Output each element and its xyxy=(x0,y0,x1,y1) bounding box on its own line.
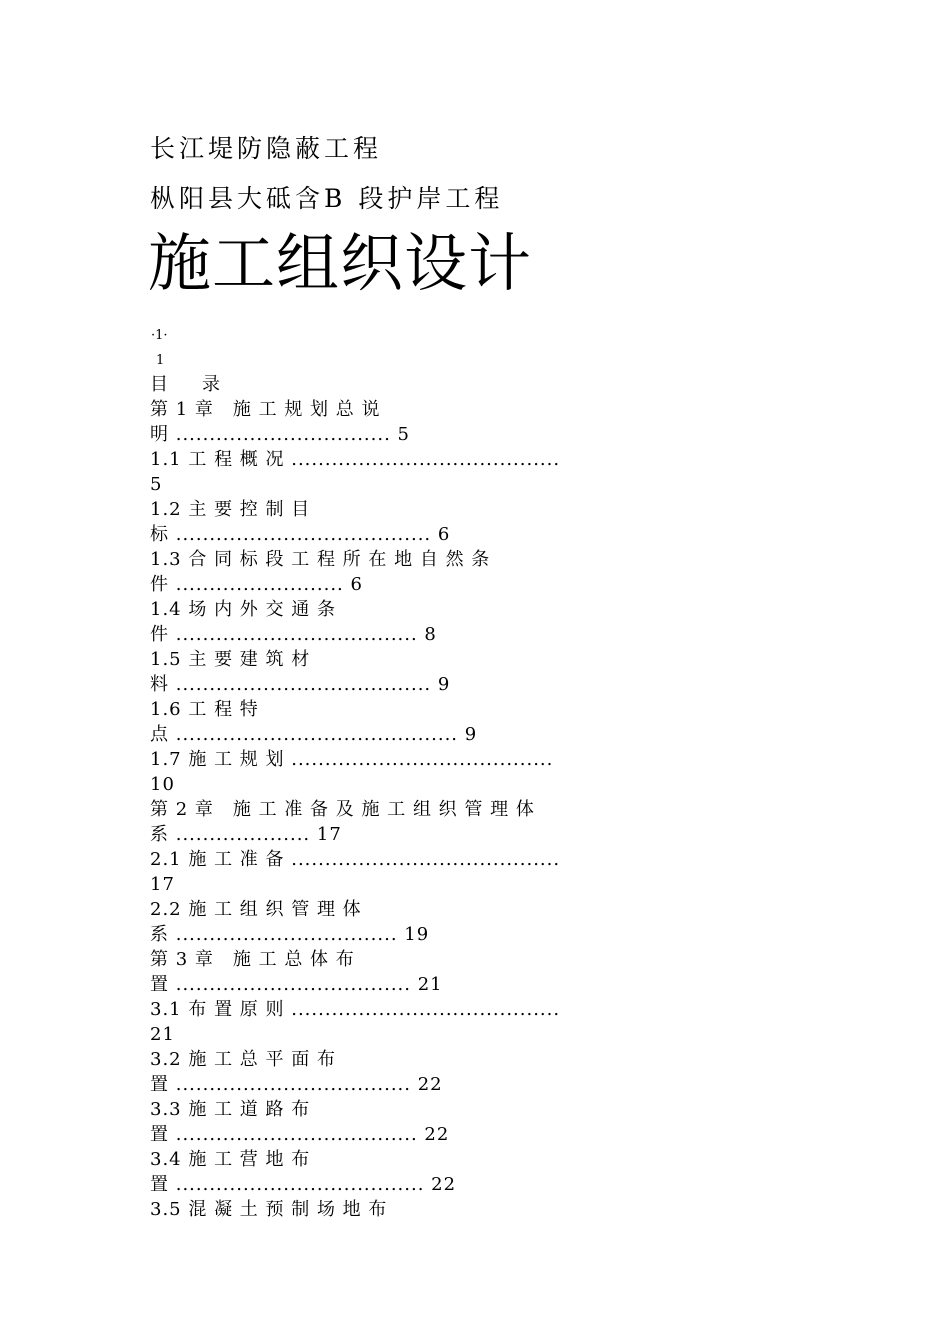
toc-line: 置 ................................... 21 xyxy=(150,974,443,995)
toc-line: 2.2 施 工 组 织 管 理 体 xyxy=(150,899,362,920)
toc-line: 1.6 工 程 特 xyxy=(150,699,259,720)
toc-line: 件 ......................... 6 xyxy=(150,574,363,595)
toc-line: 1.5 主 要 建 筑 材 xyxy=(150,649,311,670)
table-of-contents xyxy=(150,372,830,1222)
toc-line: 5 xyxy=(150,474,163,495)
toc-line: 第 2 章 施 工 准 备 及 施 工 组 织 管 理 体 xyxy=(150,799,535,820)
toc-line: 1.4 场 内 外 交 通 条 xyxy=(150,599,336,620)
toc-line: 第 1 章 施 工 规 划 总 说 xyxy=(150,399,381,420)
toc-line: 3.1 布 置 原 则 ........................................ xyxy=(150,999,561,1020)
toc-line: 料 ...................................... 9 xyxy=(150,674,451,695)
toc-line: 2.1 施 工 准 备 ........................................ xyxy=(150,849,561,870)
toc-line: 置 .................................... 22 xyxy=(150,1124,450,1145)
toc-line: 件 .................................... 8 xyxy=(150,624,437,645)
project-heading: 长江堤防隐蔽工程 xyxy=(150,134,383,163)
toc-line: 3.5 混 凝 土 预 制 场 地 布 xyxy=(150,1199,388,1220)
toc-line: 10 xyxy=(150,774,175,795)
toc-line: 3.4 施 工 营 地 布 xyxy=(150,1149,311,1170)
toc-line: 1.1 工 程 概 况 ........................................ xyxy=(150,449,561,470)
project-subheading: 枞阳县大砥含B 段护岸工程 xyxy=(150,184,504,213)
toc-line: 第 3 章 施 工 总 体 布 xyxy=(150,949,355,970)
toc-line: 3.2 施 工 总 平 面 布 xyxy=(150,1049,336,1070)
toc-line: 21 xyxy=(150,1024,175,1045)
toc-line: 置 ..................................... 22 xyxy=(150,1174,457,1195)
toc-line: 系 ................................. 19 xyxy=(150,924,430,945)
toc-line: 置 ................................... 22 xyxy=(150,1074,443,1095)
toc-line: 1.2 主 要 控 制 目 xyxy=(150,499,311,520)
toc-line: 标 ...................................... 6 xyxy=(150,524,451,545)
toc-title: 目 录 xyxy=(150,374,228,395)
toc-line: 17 xyxy=(150,874,175,895)
toc-line: 3.3 施 工 道 路 布 xyxy=(150,1099,311,1120)
page-number: 1 xyxy=(156,353,165,368)
toc-line: 系 .................... 17 xyxy=(150,824,342,845)
toc-line: 点 .......................................... 9 xyxy=(150,724,478,745)
toc-line: 1.7 施 工 规 划 ....................................... xyxy=(150,749,554,770)
page-marker: ·1· xyxy=(151,328,168,343)
document-title: 施工组织设计 xyxy=(148,227,532,300)
toc-line: 1.3 合 同 标 段 工 程 所 在 地 自 然 条 xyxy=(150,549,491,570)
toc-line: 明 ................................ 5 xyxy=(150,424,410,445)
